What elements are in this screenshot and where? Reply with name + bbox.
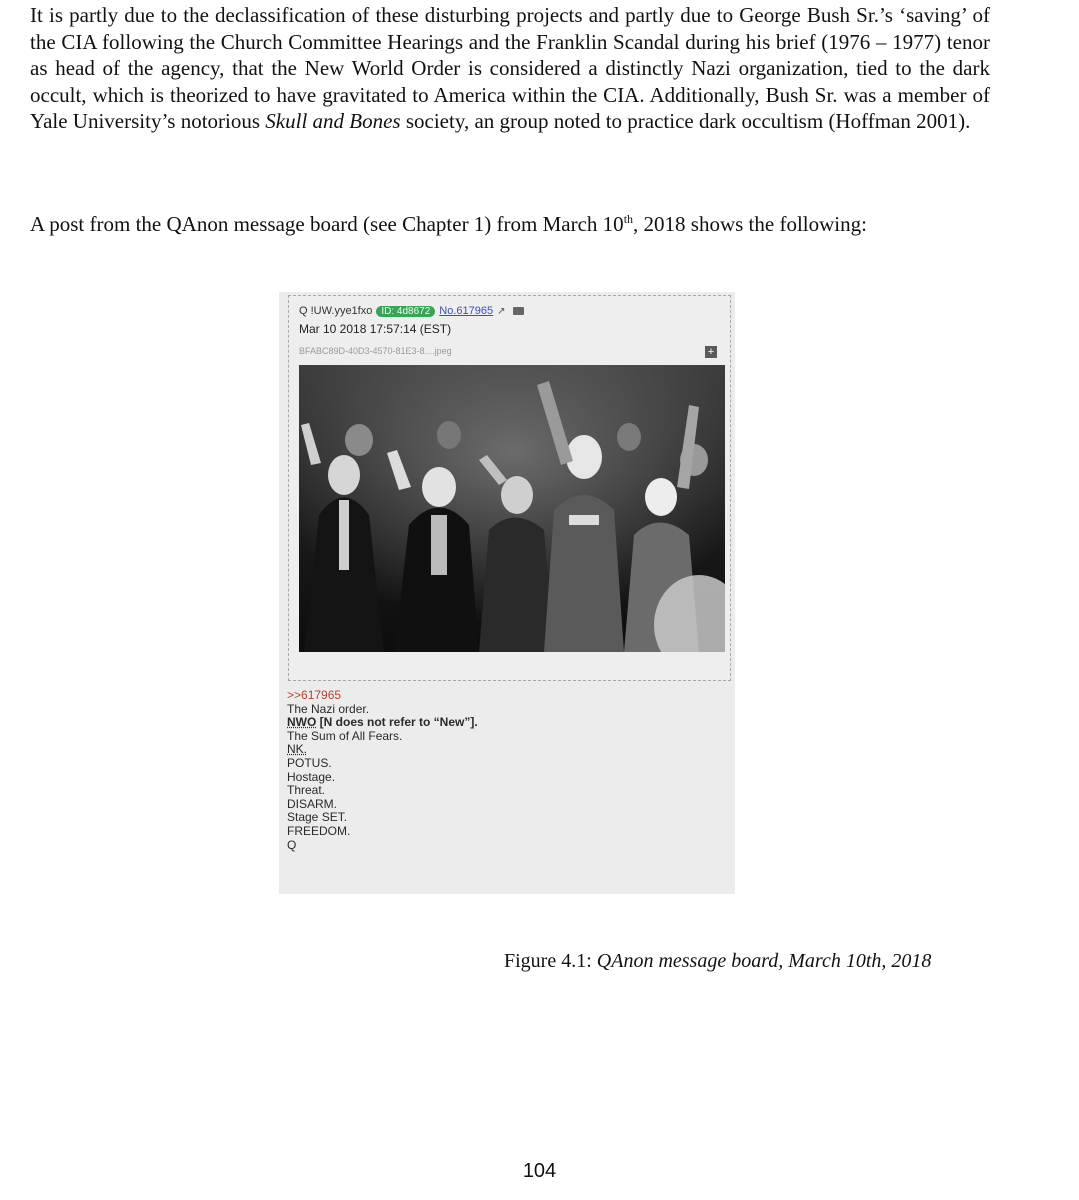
caption-italic: QAnon message board, March 10th, 2018 <box>596 950 932 972</box>
nwo-link[interactable]: NWO <box>287 715 317 730</box>
tripcode: Q !UW.yye1fxo <box>299 305 373 317</box>
paragraph-text-end: , 2018 shows the following: <box>633 212 867 236</box>
ordinal-suffix: th <box>623 212 634 226</box>
body-paragraph-2 <box>30 211 990 238</box>
page-number: 104 <box>522 1160 557 1182</box>
reply-link[interactable]: >>617965 <box>287 688 342 702</box>
post-line-bold: [N does not refer to “New”]. <box>316 715 478 730</box>
post-body <box>287 689 478 852</box>
post-image-frame <box>288 295 731 681</box>
poster-id-badge[interactable]: ID: 4d8672 <box>376 306 435 317</box>
paragraph-text-end: society, an group noted to practice dark occultism (Hoffman 2001). <box>400 109 971 133</box>
paragraph-italic: Skull and Bones <box>265 109 401 133</box>
attached-photo[interactable] <box>299 365 725 652</box>
plus-icon[interactable]: + <box>705 346 717 358</box>
post-line: POTUS. <box>287 755 332 770</box>
post-line: Threat. <box>287 783 326 798</box>
post-line: DISARM. <box>287 796 338 811</box>
figure-caption <box>504 950 931 973</box>
nk-link[interactable]: NK. <box>287 742 308 757</box>
paragraph-text: A post from the QAnon message board (see Chapter 1) from March 10 <box>30 212 624 236</box>
attachment-filename[interactable]: BFABC89D-40D3-4570-81E3-8....jpeg <box>299 346 452 356</box>
post-header <box>299 305 524 317</box>
post-line: The Sum of All Fears. <box>287 728 403 743</box>
qanon-post-screenshot <box>279 292 735 894</box>
post-number-link[interactable]: No.617965 <box>439 305 494 317</box>
post-signature: Q <box>287 837 297 852</box>
external-link-icon[interactable]: ↗ <box>497 305 506 317</box>
paragraph-text: It is partly due to the declassification of these disturbing projects and partly due to George Bush Sr.’s ‘saving’ of the CIA following the Church Committee Hearings and the Franklin Scandal during his brief (1976 – 1977) tenor as head of the agency, that the New World Order is considered a distinctly Nazi organization, tied to the dark occult, which is theorized to have gravitated to America within the CIA. Additionally, Bush Sr. was a member of Yale University’s notorious <box>30 3 990 133</box>
post-line <box>287 716 478 730</box>
post-line: Stage SET. <box>287 810 348 825</box>
post-line: The Nazi order. <box>287 701 370 716</box>
body-paragraph-1 <box>30 2 990 135</box>
post-line: FREEDOM. <box>287 823 351 838</box>
folder-icon[interactable] <box>513 307 524 315</box>
caption-label: Figure 4.1: <box>504 950 597 972</box>
post-timestamp: Mar 10 2018 17:57:14 (EST) <box>299 322 452 336</box>
post-line: Hostage. <box>287 769 336 784</box>
